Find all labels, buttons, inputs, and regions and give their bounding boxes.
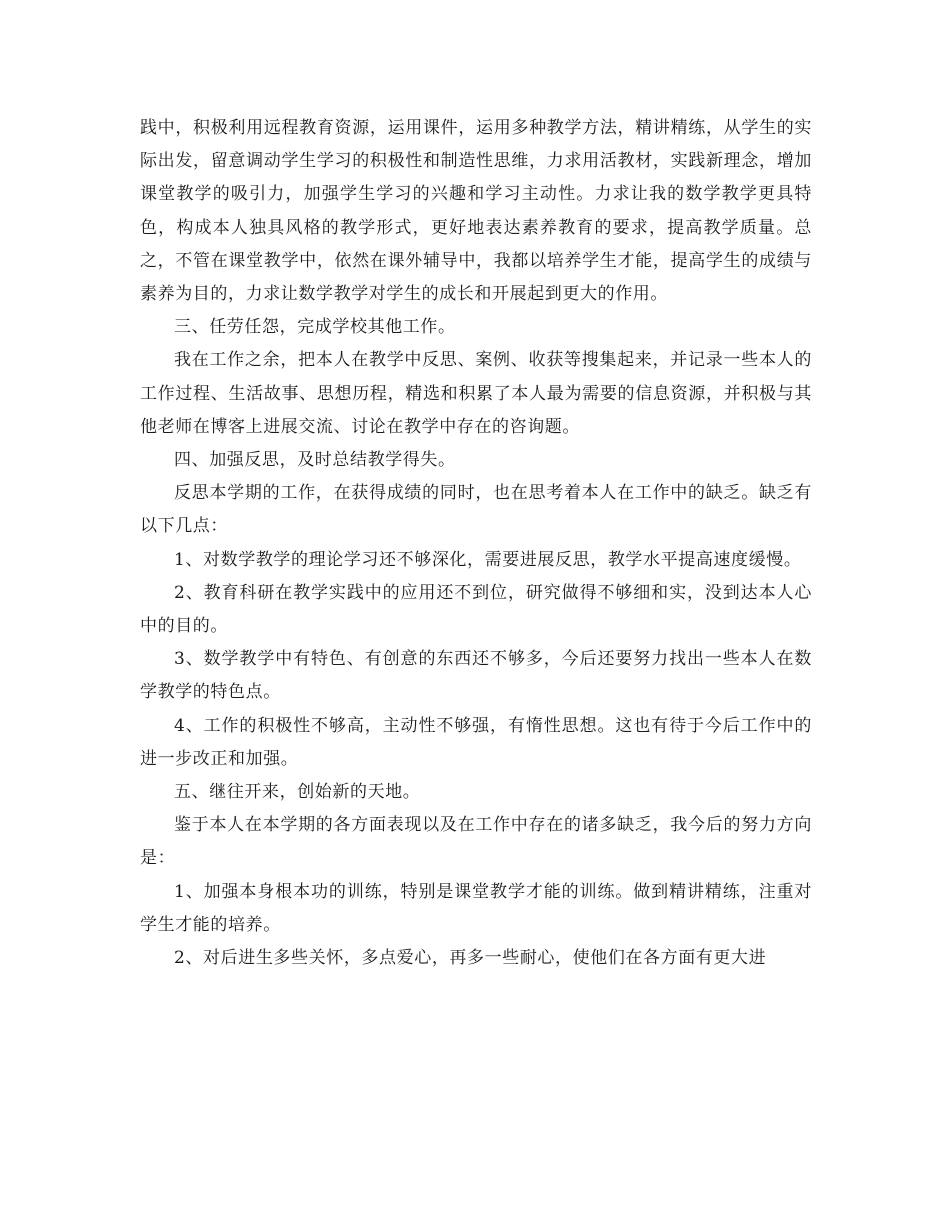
section-heading-3: 三、任劳任怨，完成学校其他工作。 xyxy=(174,317,456,338)
body-paragraph: 我在工作之余，把本人在教学中反思、案例、收获等搜集起来，并记录一些本人的工作过程、生活故事、思想历程，精选和积累了本人最为需要的信息资源，并积极与其他老师在博客上进展交流、讨论在教学中存在的咨询题。 xyxy=(140,350,812,437)
body-paragraph: 反思本学期的工作，在获得成绩的同时，也在思考着本人在工作中的缺乏。缺乏有以下几点： xyxy=(140,483,812,537)
list-item: 2、教育科研在教学实践中的应用还不到位，研究做得不够细和实，没到达本人心中的目的。 xyxy=(140,582,812,637)
list-item: 3、数学教学中有特色、有创意的东西还不够多，今后还要努力找出一些本人在数学教学的特色点。 xyxy=(140,649,812,703)
list-item: 1、加强本身根本功的训练，特别是课堂教学才能的训练。做到精讲精练，注重对学生才能的培养。 xyxy=(140,881,812,935)
body-paragraph: 鉴于本人在本学期的各方面表现以及在工作中存在的诸多缺乏，我今后的努力方向是： xyxy=(140,815,812,869)
section-heading-5: 五、继往开来，创始新的天地。 xyxy=(174,782,421,803)
list-item: 4、工作的积极性不够高，主动性不够强，有惰性思想。这也有待于今后工作中的进一步改正和加强。 xyxy=(140,715,812,769)
list-item: 1、对数学教学的理论学习还不够深化，需要进展反思，教学水平提高速度缓慢。 xyxy=(174,549,802,570)
body-paragraph-continued: 践中，积极利用远程教育资源，运用课件，运用多种教学方法，精讲精练，从学生的实际出发，留意调动学生学习的积极性和制造性思维，力求用活教材，实践新理念，增加课堂教学的吸引力，加强学生学习的兴趣和学习主动性。力求让我的数学教学更具特色，构成本人独具风格的教学形式，更好地表达素养教育的要求，提高教学质量。总之，不管在课堂教学中，依然在课外辅导中，我都以培养学生才能，提高学生的成绩与素养为目的，力求让数学教学对学生的成长和开展起到更大的作用。 xyxy=(140,118,812,305)
document-page xyxy=(140,112,812,975)
list-item: 2、对后进生多些关怀，多点爱心，再多一些耐心，使他们在各方面有更大进 xyxy=(174,948,767,969)
section-heading-4: 四、加强反思，及时总结教学得失。 xyxy=(174,450,456,471)
